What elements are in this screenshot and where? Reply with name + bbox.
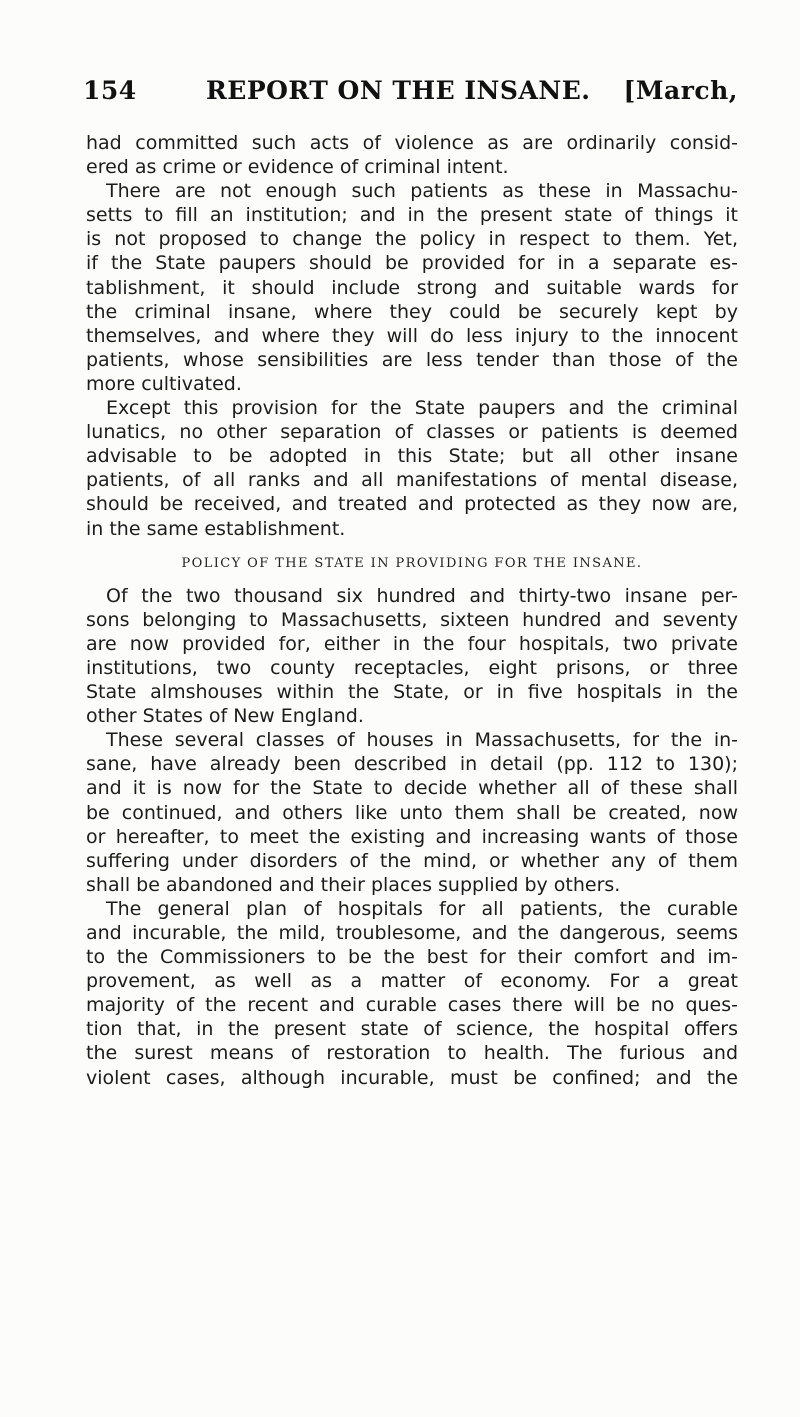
text-line: shall be abandoned and their places supplied by others. xyxy=(86,873,621,896)
running-month: [March, xyxy=(623,76,738,105)
text-line: the surest means of restoration to health. The furious and xyxy=(86,1042,738,1065)
text-line: or hereafter, to meet the existing and increasing wants of those xyxy=(86,825,738,848)
text-line: tion that, in the present state of science, the hospital offers xyxy=(86,1018,738,1041)
page-number: 154 xyxy=(83,76,137,105)
text-line: There are not enough such patients as these in Massachu- xyxy=(106,180,738,203)
text-line: the criminal insane, where they could be securely kept by xyxy=(86,300,738,323)
text-line: setts to fill an institution; and in the present state of things it xyxy=(86,204,738,227)
text-line: be continued, and others like unto them shall be created, now xyxy=(86,801,738,824)
text-line: ered as crime or evidence of criminal intent. xyxy=(86,156,509,179)
text-line: sons belonging to Massachusetts, sixteen hundred and seventy xyxy=(86,608,738,631)
text-line: institutions, two county receptacles, eight prisons, or three xyxy=(86,656,738,679)
running-header xyxy=(83,70,738,114)
text-line: The general plan of hospitals for all patients, the curable xyxy=(106,897,738,920)
text-line: patients, of all ranks and all manifestations of mental disease, xyxy=(86,469,738,492)
text-line: tablishment, it should include strong and suitable wards for xyxy=(86,276,738,299)
text-line: Except this provision for the State paupers and the criminal xyxy=(106,397,738,420)
text-line: and it is now for the State to decide whether all of these shall xyxy=(86,777,738,800)
text-line: sane, have already been described in detail (pp. 112 to 130); xyxy=(86,753,738,776)
text-line: are now provided for, either in the four hospitals, two private xyxy=(86,632,738,655)
text-line: These several classes of houses in Massachusetts, for the in- xyxy=(106,729,738,752)
text-line: more cultivated. xyxy=(86,372,242,395)
text-line: advisable to be adopted in this State; but all other insane xyxy=(86,445,738,468)
section-heading: POLICY OF THE STATE IN PROVIDING FOR THE INSANE. xyxy=(181,555,643,571)
text-line: provement, as well as a matter of economy. For a great xyxy=(86,970,738,993)
text-line: is not proposed to change the policy in respect to them. Yet, xyxy=(86,228,738,251)
text-line: themselves, and where they will do less injury to the innocent xyxy=(86,324,738,347)
text-line: and incurable, the mild, troublesome, and the dangerous, seems xyxy=(86,922,738,944)
text-line: majority of the recent and curable cases there will be no ques- xyxy=(86,994,738,1017)
text-line: in the same establishment. xyxy=(86,517,346,540)
text-line: to the Commissioners to be the best for their comfort and im- xyxy=(86,946,738,969)
text-line: other States of New England. xyxy=(86,705,364,728)
text-line: should be received, and treated and protected as they now are, xyxy=(86,493,738,516)
text-line: lunatics, no other separation of classes or patients is deemed xyxy=(86,421,738,444)
text-line: suffering under disorders of the mind, or whether any of them xyxy=(86,849,738,872)
text-line: had committed such acts of violence as are ordinarily consid- xyxy=(86,132,738,154)
text-line: Of the two thousand six hundred and thirty-two insane per- xyxy=(106,584,738,607)
text-line: patients, whose sensibilities are less tender than those of the xyxy=(86,348,738,371)
running-title: REPORT ON THE INSANE. xyxy=(206,76,591,105)
text-line: violent cases, although incurable, must be confined; and the xyxy=(86,1066,738,1089)
text-line: if the State paupers should be provided for in a separate es- xyxy=(86,252,738,275)
body-text xyxy=(86,131,738,1090)
text-line: State almshouses within the State, or in five hospitals in the xyxy=(86,681,738,704)
